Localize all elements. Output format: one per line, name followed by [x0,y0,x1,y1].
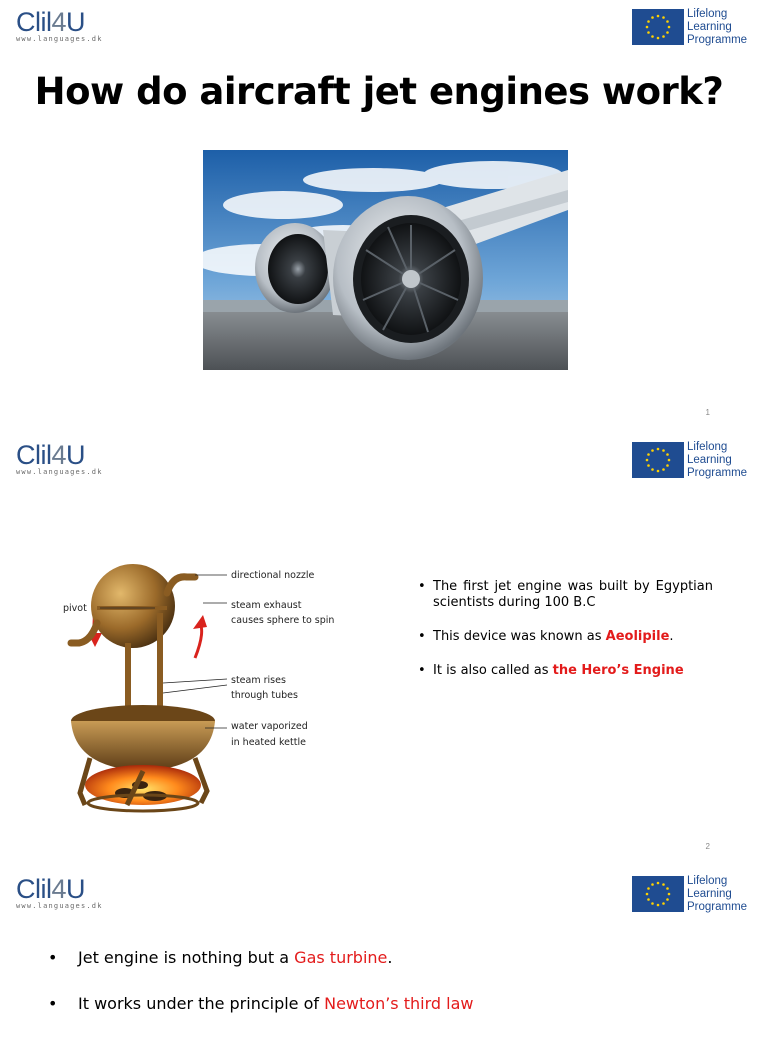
bullet-item: • This device was known as Aeolipile. [418,629,713,645]
llp-line-3: Programme [687,467,748,479]
llp-line-2: Learning [687,454,732,466]
clil-website: www.languages.dk [16,35,103,43]
clil-four: 4 [51,874,67,904]
llp-logo [632,875,762,915]
jet-engine-photo [203,150,568,370]
eu-flag-icon [632,9,684,45]
bullet-item: • The first jet engine was built by Egyptian scientists during 100 B.C [418,579,713,611]
clil-four: 4 [51,440,67,470]
highlight-newtons-third-law: Newton’s third law [324,994,474,1013]
highlight-aeolipile: Aeolipile [605,629,670,644]
llp-line-2: Learning [687,21,732,33]
bullet-item: • It works under the principle of Newton’s third law [48,993,748,1015]
highlight-gas-turbine: Gas turbine [294,948,388,967]
page-number: 1 [705,408,710,417]
page-number: 2 [705,842,710,851]
slide-1 [0,0,768,432]
eu-flag-icon [632,442,684,478]
clil4u-logo [16,875,116,915]
eu-flag-icon [632,876,684,912]
bullet-list [418,579,713,697]
llp-line-1: Lifelong [687,875,728,887]
clil-u: U [66,7,86,37]
clil-u: U [66,874,86,904]
label-exhaust-2: causes sphere to spin [231,615,335,626]
label-pivot: pivot [63,603,87,614]
llp-logo [632,8,762,48]
llp-line-2: Learning [687,888,732,900]
bullet-item: • It is also called as the Hero’s Engine [418,663,713,679]
label-exhaust-1: steam exhaust [231,600,302,611]
bullet-list [48,947,748,1039]
label-water-1: water vaporized [231,721,308,732]
llp-logo [632,441,762,481]
clil4u-logo [16,441,116,481]
clil-four: 4 [51,7,67,37]
bullet-item: • Jet engine is nothing but a Gas turbine. [48,947,748,969]
clil-word: Clil [16,874,52,904]
llp-line-3: Programme [687,34,748,46]
slide-title: How do aircraft jet engines work? [34,70,724,113]
clil-word: Clil [16,440,52,470]
clil-word: Clil [16,7,52,37]
llp-line-1: Lifelong [687,8,728,20]
slide-3 [0,867,768,1024]
label-rises-2: through tubes [231,690,298,701]
label-nozzle: directional nozzle [231,570,315,581]
label-rises-1: steam rises [231,675,286,686]
clil-u: U [66,440,86,470]
llp-line-3: Programme [687,901,748,913]
aeolipile-diagram [55,553,345,815]
clil-website: www.languages.dk [16,902,103,910]
clil4u-logo [16,8,116,48]
llp-line-1: Lifelong [687,441,728,453]
label-water-2: in heated kettle [231,737,306,748]
slide-2 [0,433,768,866]
highlight-heros-engine: the Hero’s Engine [552,663,684,678]
clil-website: www.languages.dk [16,468,103,476]
